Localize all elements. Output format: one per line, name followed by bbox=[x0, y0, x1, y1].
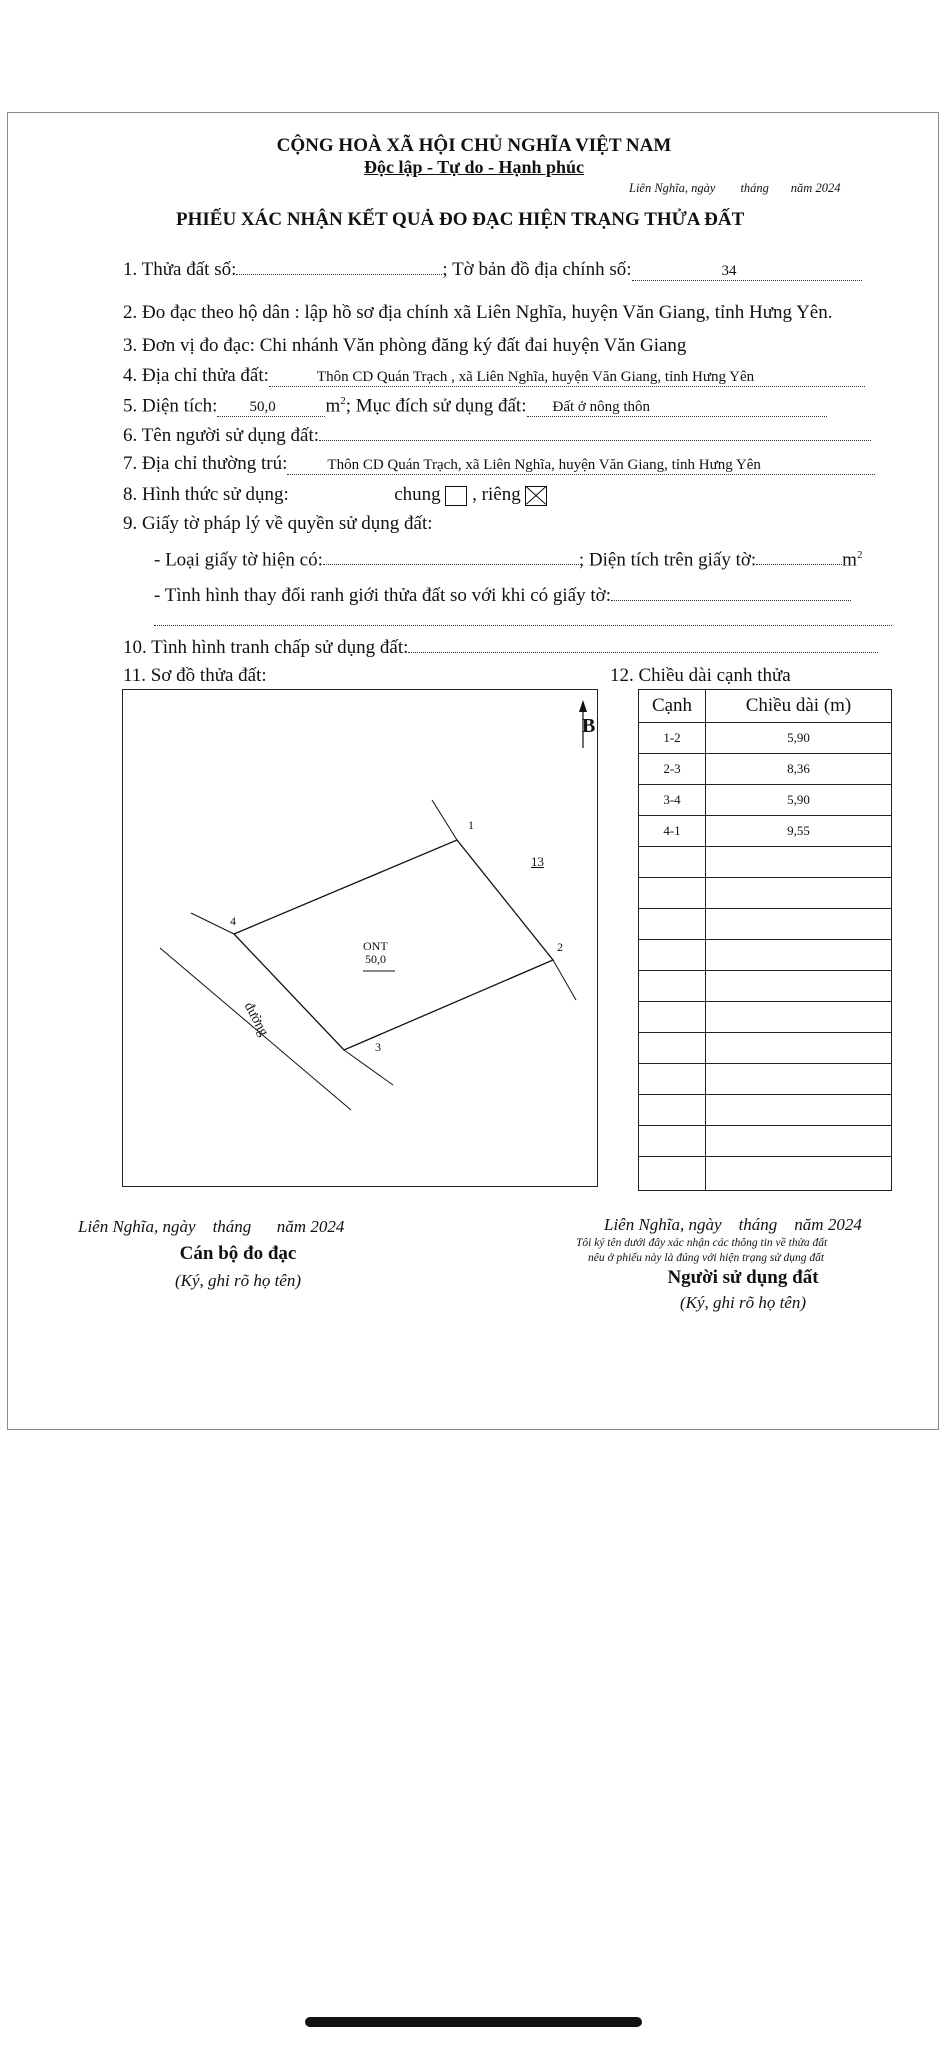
edge-length-table bbox=[638, 689, 892, 1191]
boundary-extension-south bbox=[344, 1050, 393, 1085]
doc-type-label: - Loại giấy tờ hiện có: bbox=[154, 549, 323, 571]
map-sheet-value: 34 bbox=[721, 263, 737, 279]
field-parcel-address bbox=[123, 365, 865, 387]
table-row-empty bbox=[639, 1002, 892, 1033]
parcel-code: ONT bbox=[363, 939, 388, 953]
vertex-2: 2 bbox=[557, 940, 563, 954]
parcel-number-label: 1. Thửa đất số: bbox=[123, 259, 237, 280]
edge-cell: 3-4 bbox=[639, 785, 706, 816]
field-residence bbox=[123, 453, 875, 475]
table-row-empty bbox=[639, 909, 892, 940]
length-cell: 9,55 bbox=[706, 816, 892, 847]
boundary-extension-north bbox=[432, 800, 457, 840]
map-sheet-label: ; Tờ bản đồ địa chính số: bbox=[442, 259, 632, 280]
length-cell: 5,90 bbox=[706, 723, 892, 754]
surveyor-title: Cán bộ đo đạc bbox=[179, 1243, 297, 1264]
surveyor-date: Liên Nghĩa, ngày tháng năm 2024 bbox=[78, 1217, 345, 1236]
field-survey-unit: 3. Đơn vị đo đạc: Chi nhánh Văn phòng đăng ký đất đai huyện Văn Giang bbox=[123, 335, 687, 356]
table-row bbox=[639, 816, 892, 847]
table-header-row bbox=[639, 690, 892, 723]
edge-cell: 4-1 bbox=[639, 816, 706, 847]
residence-value: Thôn CD Quán Trạch, xã Liên Nghĩa, huyện Văn Giang, tỉnh Hưng Yên bbox=[327, 457, 761, 473]
field-dispute bbox=[123, 637, 878, 659]
sketch-heading: 11. Sơ đồ thửa đất: bbox=[123, 665, 267, 686]
vertex-4: 4 bbox=[230, 914, 236, 928]
table-row bbox=[639, 723, 892, 754]
boundary-extension-east bbox=[553, 960, 576, 1000]
table-row-empty bbox=[639, 1033, 892, 1064]
table-row-empty bbox=[639, 940, 892, 971]
boundary-extension-west bbox=[191, 913, 234, 934]
vertex-1: 1 bbox=[468, 818, 474, 832]
blank-line bbox=[154, 625, 892, 626]
table-row-empty bbox=[639, 847, 892, 878]
field-legal-docs: 9. Giấy tờ pháp lý về quyền sử dụng đất: bbox=[123, 513, 433, 534]
home-indicator[interactable] bbox=[305, 2017, 642, 2027]
usage-form-label: 8. Hình thức sử dụng: bbox=[123, 484, 289, 505]
owner-date: Liên Nghĩa, ngày tháng năm 2024 bbox=[604, 1215, 862, 1234]
field-boundary-change bbox=[154, 585, 851, 607]
boundary-change-label: - Tình hình thay đổi ranh giới thửa đất so với khi có giấy tờ: bbox=[154, 585, 611, 606]
shared-checkbox[interactable] bbox=[445, 486, 467, 506]
owner-title: Người sử dụng đất bbox=[667, 1267, 819, 1288]
north-label: B bbox=[582, 715, 596, 737]
user-name-value bbox=[319, 440, 871, 441]
edge-column-header: Cạnh bbox=[639, 690, 706, 723]
table-row bbox=[639, 785, 892, 816]
length-cell: 5,90 bbox=[706, 785, 892, 816]
length-column-header: Chiều dài (m) bbox=[706, 690, 892, 723]
area-unit: m bbox=[325, 395, 341, 417]
field-user-name bbox=[123, 425, 871, 447]
table-row-empty bbox=[639, 971, 892, 1002]
parcel-address-label: 4. Địa chỉ thửa đất: bbox=[123, 365, 269, 386]
edge-table-heading: 12. Chiều dài cạnh thửa bbox=[610, 665, 791, 686]
field-survey-basis: 2. Đo đạc theo hộ dân : lập hồ sơ địa chính xã Liên Nghĩa, huyện Văn Giang, tỉnh Hưng Yên. bbox=[123, 302, 833, 323]
parcel-sketch-svg bbox=[123, 690, 597, 1186]
field-area: 5. Diện tích: 50,0 $m^2$; Mục đích sử dụng đất: Đất ở nông thôn bbox=[123, 395, 827, 417]
parcel-area: 50,0 bbox=[365, 952, 386, 966]
field-doc-type: - Loại giấy tờ hiện có: ; Diện tích trên giấy tờ: $m^2$ bbox=[154, 549, 863, 571]
edge-cell: 1-2 bbox=[639, 723, 706, 754]
land-purpose-value: Đất ở nông thôn bbox=[552, 399, 651, 416]
edge-cell: 2-3 bbox=[639, 754, 706, 785]
nation-heading: CỘNG HOÀ XÃ HỘI CHỦ NGHĨA VIỆT NAM bbox=[276, 135, 672, 156]
document-title: PHIẾU XÁC NHẬN KẾT QUẢ ĐO ĐẠC HIỆN TRẠNG THỬA ĐẤT bbox=[176, 209, 745, 230]
doc-area-label: ; Diện tích trên giấy tờ: bbox=[578, 549, 757, 571]
document-page bbox=[7, 112, 939, 1430]
vertex-3: 3 bbox=[375, 1040, 381, 1054]
table-row-empty bbox=[639, 878, 892, 909]
usage-private-label: , riêng bbox=[472, 484, 521, 505]
north-arrowhead-icon bbox=[579, 700, 587, 712]
road-label: đường bbox=[240, 1000, 271, 1039]
usage-shared-label: chung bbox=[394, 484, 441, 505]
doc-area-unit: m bbox=[842, 549, 857, 571]
header-place-date: Liên Nghĩa, ngày tháng năm 2024 bbox=[629, 181, 841, 195]
residence-label: 7. Địa chỉ thường trú: bbox=[123, 453, 288, 474]
field-usage-form bbox=[123, 484, 547, 506]
table-row bbox=[639, 754, 892, 785]
neighbor-parcel: 13 bbox=[531, 854, 544, 869]
length-cell: 8,36 bbox=[706, 754, 892, 785]
land-purpose-label: ; Mục đích sử dụng đất: bbox=[345, 395, 527, 417]
dispute-label: 10. Tình hình tranh chấp sử dụng đất: bbox=[123, 637, 409, 658]
surveyor-sign-note: (Ký, ghi rõ họ tên) bbox=[174, 1271, 302, 1290]
area-label: 5. Diện tích: bbox=[123, 395, 218, 417]
owner-sign-note: (Ký, ghi rõ họ tên) bbox=[679, 1293, 807, 1312]
user-name-label: 6. Tên người sử dụng đất: bbox=[123, 425, 320, 446]
table-row-empty bbox=[639, 1126, 892, 1157]
area-value: 50,0 bbox=[249, 399, 276, 416]
table-row-empty bbox=[639, 1064, 892, 1095]
parcel-address-value: Thôn CD Quán Trạch , xã Liên Nghĩa, huyện Văn Giang, tỉnh Hưng Yên bbox=[316, 369, 755, 385]
table-row-empty bbox=[639, 1095, 892, 1126]
private-checkbox-checked[interactable] bbox=[525, 486, 547, 506]
owner-confirm-line-1: Tôi ký tên dưới đây xác nhận các thông tin về thửa đất bbox=[576, 1237, 828, 1249]
parcel-number-value bbox=[236, 274, 442, 275]
owner-confirm-line-2: nêu ở phiếu này là đúng với hiện trạng sử dụng đất bbox=[588, 1252, 825, 1264]
field-parcel-number bbox=[123, 259, 862, 281]
parcel-sketch bbox=[122, 689, 598, 1187]
parcel-boundary bbox=[234, 840, 553, 1050]
motto-heading: Độc lập - Tự do - Hạnh phúc bbox=[363, 157, 585, 177]
table-row-empty bbox=[639, 1157, 892, 1191]
